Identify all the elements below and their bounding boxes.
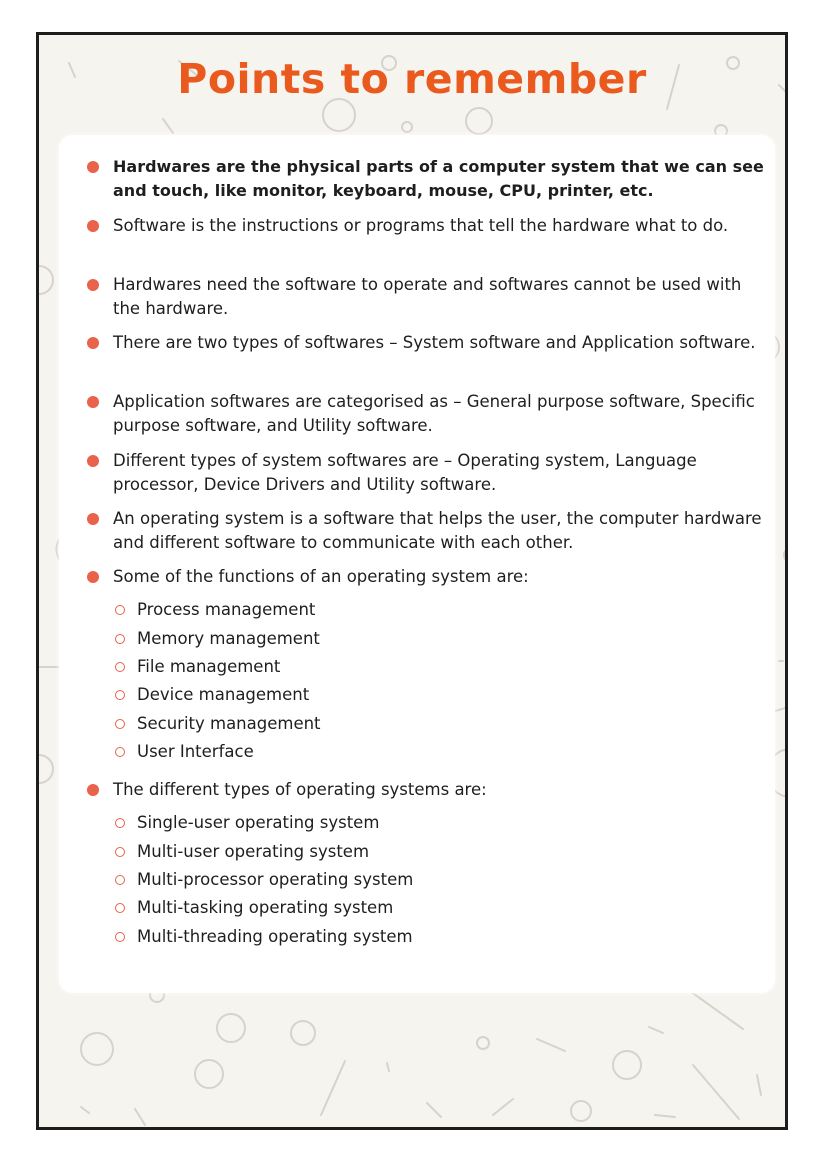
sub-item-text: Multi-user operating system xyxy=(137,842,370,861)
circle-bullet-icon xyxy=(115,690,125,700)
sub-list-item xyxy=(137,926,413,948)
sub-item-text: Multi-threading operating system xyxy=(137,927,413,946)
list-item xyxy=(113,155,773,202)
bullet-icon xyxy=(87,571,99,583)
bullet-icon xyxy=(87,513,99,525)
sub-list-item xyxy=(137,897,393,919)
circle-bullet-icon xyxy=(115,662,125,672)
sub-list-item xyxy=(137,869,413,891)
point-text: There are two types of softwares – System software and Application software. xyxy=(113,333,756,352)
point-text: Some of the functions of an operating system are: xyxy=(113,567,529,586)
sub-item-text: Security management xyxy=(137,714,321,733)
list-item xyxy=(113,507,773,554)
circle-bullet-icon xyxy=(115,932,125,942)
sub-list-item xyxy=(137,599,315,621)
list-item xyxy=(113,565,773,589)
point-text: The different types of operating systems are: xyxy=(113,780,487,799)
circle-bullet-icon xyxy=(115,605,125,615)
sub-list-item xyxy=(137,812,379,834)
sub-list-item xyxy=(137,684,309,706)
page-title: Points to remember xyxy=(177,55,647,103)
list-item xyxy=(113,273,773,320)
sub-item-text: File management xyxy=(137,657,281,676)
list-item xyxy=(113,449,773,496)
circle-bullet-icon xyxy=(115,903,125,913)
point-text: Hardwares need the software to operate and softwares cannot be used with the hardware. xyxy=(113,275,742,318)
circle-bullet-icon xyxy=(115,634,125,644)
sub-list-item xyxy=(137,841,369,863)
point-text: Application softwares are categorised as – General purpose software, Specific purpose software, and Utility software. xyxy=(113,392,755,435)
content-card xyxy=(59,135,775,993)
point-text: Different types of system softwares are – Operating system, Language processor, Device Drivers and Utility software. xyxy=(113,451,697,494)
circle-bullet-icon xyxy=(115,719,125,729)
sub-item-text: Multi-tasking operating system xyxy=(137,898,394,917)
bullet-icon xyxy=(87,279,99,291)
bullet-icon xyxy=(87,455,99,467)
sub-item-text: Device management xyxy=(137,685,310,704)
circle-bullet-icon xyxy=(115,875,125,885)
circle-bullet-icon xyxy=(115,747,125,757)
page-frame xyxy=(36,32,788,1130)
sub-list-item xyxy=(137,656,280,678)
circle-bullet-icon xyxy=(115,818,125,828)
list-item xyxy=(113,390,773,437)
sub-item-text: Multi-processor operating system xyxy=(137,870,414,889)
point-text: Software is the instructions or programs that tell the hardware what to do. xyxy=(113,216,729,235)
list-item xyxy=(113,331,773,355)
sub-item-text: Process management xyxy=(137,600,316,619)
sub-list-item xyxy=(137,713,321,735)
bullet-icon xyxy=(87,220,99,232)
list-item xyxy=(113,778,773,802)
bullet-icon xyxy=(87,396,99,408)
list-item xyxy=(113,214,773,238)
bullet-icon xyxy=(87,784,99,796)
sub-item-text: Single-user operating system xyxy=(137,813,380,832)
sub-item-text: User Interface xyxy=(137,742,254,761)
sub-item-text: Memory management xyxy=(137,629,320,648)
sub-list-item xyxy=(137,628,320,650)
point-text: An operating system is a software that helps the user, the computer hardware and different software to communicate with each other. xyxy=(113,509,762,552)
point-text: Hardwares are the physical parts of a computer system that we can see and touch, like monitor, keyboard, mouse, CPU, printer, etc. xyxy=(113,157,764,200)
circle-bullet-icon xyxy=(115,847,125,857)
bullet-icon xyxy=(87,337,99,349)
bullet-icon xyxy=(87,161,99,173)
sub-list-item xyxy=(137,741,254,763)
